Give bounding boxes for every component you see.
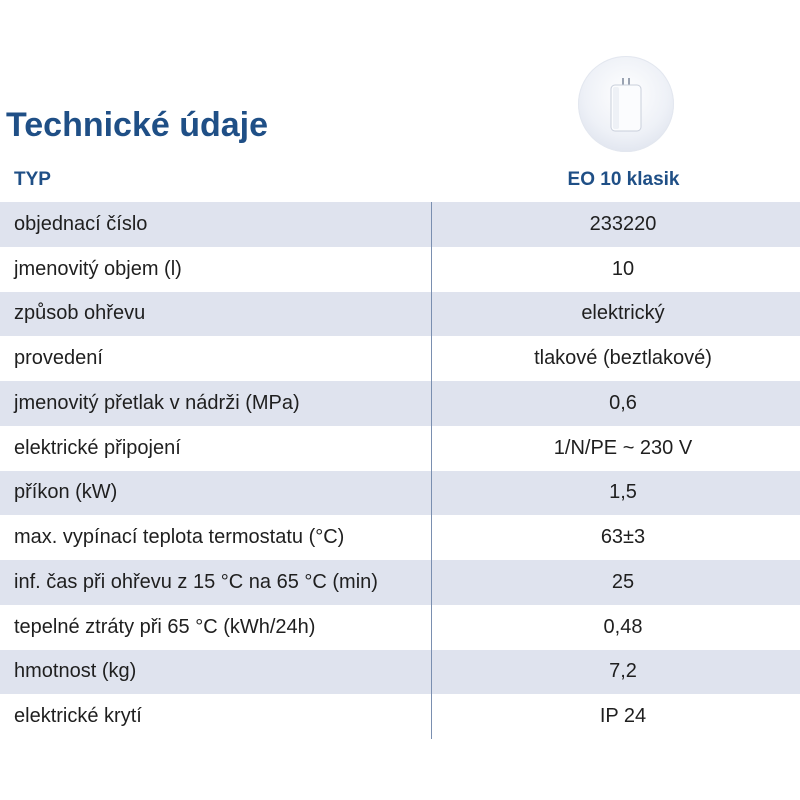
spec-table <box>0 158 800 739</box>
row-value: elektrický <box>581 302 665 325</box>
table-row <box>0 605 800 650</box>
row-label: objednací číslo <box>0 202 432 247</box>
page-title: Technické údaje <box>6 106 269 144</box>
table-row <box>0 650 800 695</box>
table-row <box>0 426 800 471</box>
row-label: elektrické připojení <box>0 426 432 471</box>
row-label: elektrické krytí <box>0 694 432 739</box>
row-label: tepelné ztráty při 65 °C (kWh/24h) <box>0 605 432 650</box>
table-row <box>0 471 800 516</box>
row-label: jmenovitý objem (l) <box>0 247 432 292</box>
row-value: 1,5 <box>609 481 637 504</box>
row-label: max. vypínací teplota termostatu (°C) <box>0 515 432 560</box>
water-heater-drawing <box>578 56 674 152</box>
row-value: 233220 <box>589 212 657 235</box>
table-row <box>0 515 800 560</box>
row-label: inf. čas při ohřevu z 15 °C na 65 °C (min) <box>0 560 432 605</box>
row-value: 0,48 <box>603 615 643 638</box>
row-value: 7,2 <box>609 660 637 683</box>
row-value: 63±3 <box>600 526 646 549</box>
row-value: tlakové (beztlakové) <box>534 347 712 370</box>
row-value: 1/N/PE ~ 230 V <box>553 436 693 459</box>
row-value: IP 24 <box>599 705 647 728</box>
header-value: EO 10 klasik <box>567 169 680 190</box>
table-row <box>0 694 800 739</box>
row-label: jmenovitý přetlak v nádrži (MPa) <box>0 381 432 426</box>
row-label: způsob ohřevu <box>0 292 432 337</box>
row-label: hmotnost (kg) <box>0 650 432 695</box>
table-header-row <box>0 158 800 202</box>
row-label: příkon (kW) <box>0 471 432 516</box>
header-label: TYP <box>14 169 51 190</box>
table-row <box>0 381 800 426</box>
table-row <box>0 292 800 337</box>
table-row <box>0 247 800 292</box>
row-label: provedení <box>0 336 432 381</box>
table-row <box>0 336 800 381</box>
row-value: 25 <box>611 570 635 593</box>
row-value: 0,6 <box>609 391 637 414</box>
row-value: 10 <box>611 257 635 280</box>
table-row <box>0 560 800 605</box>
table-row <box>0 202 800 247</box>
water-heater-icon <box>578 56 674 152</box>
